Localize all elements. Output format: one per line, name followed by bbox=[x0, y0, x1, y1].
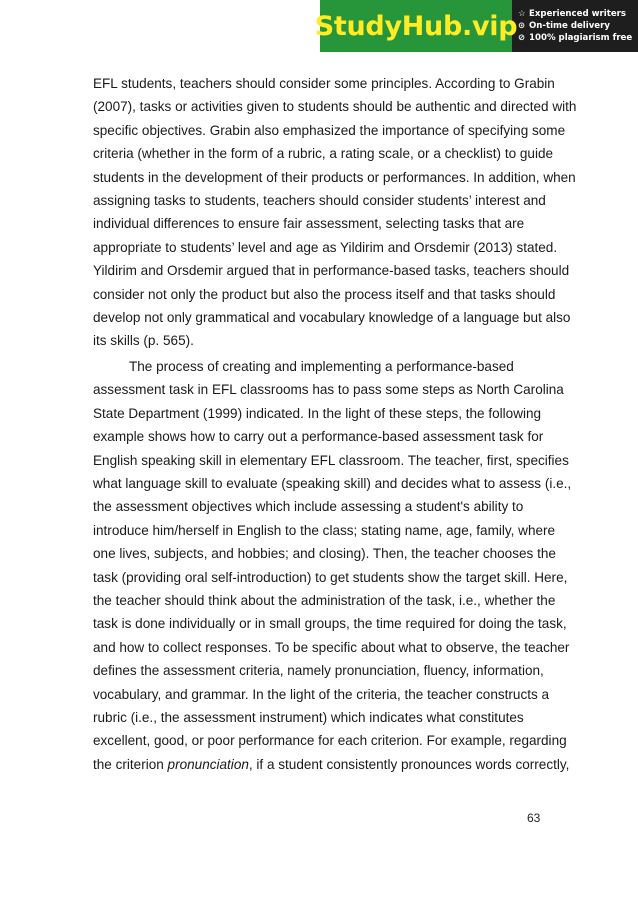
text-line: rubric (i.e., the assessment instrument) which indicates what constitutes bbox=[93, 709, 524, 725]
text-line: criteria (whether in the form of a rubric, a rating scale, or a checklist) to guide bbox=[93, 146, 554, 162]
text-line: The process of creating and implementing a performance-based bbox=[129, 358, 514, 374]
feature-on-time-delivery bbox=[518, 21, 638, 31]
text-line: and how to collect responses. To be specific about what to observe, the teacher bbox=[93, 639, 570, 655]
feature-label: On-time delivery bbox=[529, 21, 610, 31]
text-line: students in the development of their products or performances. In addition, when bbox=[93, 169, 576, 185]
text-line: task is done individually or in small groups, the time required for doing the task, bbox=[93, 616, 567, 632]
text-line: example shows how to carry out a performance-based assessment task for bbox=[93, 429, 544, 445]
paragraph-1 bbox=[93, 72, 577, 353]
text-line: the teacher should think about the administration of the task, i.e., whether the bbox=[93, 592, 556, 608]
feature-experienced-writers bbox=[518, 9, 638, 19]
text-line: specific objectives. Grabin also emphasized the importance of specifying some bbox=[93, 122, 566, 138]
feature-label: Experienced writers bbox=[529, 9, 627, 19]
document-body bbox=[93, 72, 577, 776]
text-line: excellent, good, or poor performance for each criterion. For example, regarding bbox=[93, 733, 567, 749]
text-line: what language skill to evaluate (speaking skill) and decides what to assess (i.e., bbox=[93, 475, 572, 491]
feature-plagiarism-free bbox=[518, 33, 638, 43]
text-line: appropriate to students’ level and age as Yildirim and Orsdemir (2013) stated. bbox=[93, 239, 558, 255]
text-line: vocabulary, and grammar. In the light of the criteria, the teacher constructs a bbox=[93, 686, 550, 702]
text-line: EFL students, teachers should consider some principles. According to Grabin bbox=[93, 76, 555, 91]
page-number: 63 bbox=[527, 811, 541, 825]
star-icon: ☆ bbox=[518, 9, 526, 19]
shield-icon: ⊘ bbox=[518, 33, 526, 43]
text-line: defines the assessment criteria, namely pronunciation, fluency, information, bbox=[93, 663, 544, 679]
text-line: consider not only the product but also the process itself and that tasks should bbox=[93, 286, 556, 302]
text-line: assessment task in EFL classrooms has to pass some steps as North Carolina bbox=[93, 382, 564, 398]
text-line: one lives, subjects, and hobbies; and closing). Then, the teacher chooses the bbox=[93, 546, 556, 562]
paragraph-2 bbox=[93, 355, 572, 776]
feature-list bbox=[512, 0, 638, 52]
text-line-last bbox=[93, 753, 570, 776]
text-line: individual differences to ensure fair assessment, selecting tasks that are bbox=[93, 216, 525, 232]
text-line: assigning tasks to students, teachers should consider students’ interest and bbox=[93, 193, 546, 209]
text-fragment: , if a student consistently pronounces words correctly, bbox=[248, 756, 570, 772]
text-line: Yildirim and Orsdemir argued that in performance-based tasks, teachers should bbox=[93, 263, 570, 279]
text-line: its skills (p. 565). bbox=[93, 333, 194, 349]
feature-label: 100% plagiarism free bbox=[529, 33, 633, 43]
studyhub-banner[interactable] bbox=[314, 0, 638, 52]
text-line: (2007), tasks or activities given to students should be authentic and directed with bbox=[93, 99, 577, 115]
text-line: task (providing oral self-introduction) to get students show the target skill. Here, bbox=[93, 569, 568, 585]
clock-icon: ⊙ bbox=[518, 21, 526, 31]
text-line: develop not only grammatical and vocabulary knowledge of a language but also bbox=[93, 310, 571, 326]
text-line: the assessment objectives which include assessing a student's ability to bbox=[93, 499, 524, 515]
text-line: State Department (1999) indicated. In the light of these steps, the following bbox=[93, 405, 542, 421]
italic-term: pronunciation bbox=[167, 756, 249, 772]
brand-logo: StudyHub.vip bbox=[320, 0, 512, 52]
text-line: English speaking skill in elementary EFL classroom. The teacher, first, specifies bbox=[93, 452, 569, 468]
text-fragment: the criterion bbox=[93, 756, 168, 772]
text-line: introduce him/herself in English to the class; stating name, age, family, where bbox=[93, 522, 556, 538]
